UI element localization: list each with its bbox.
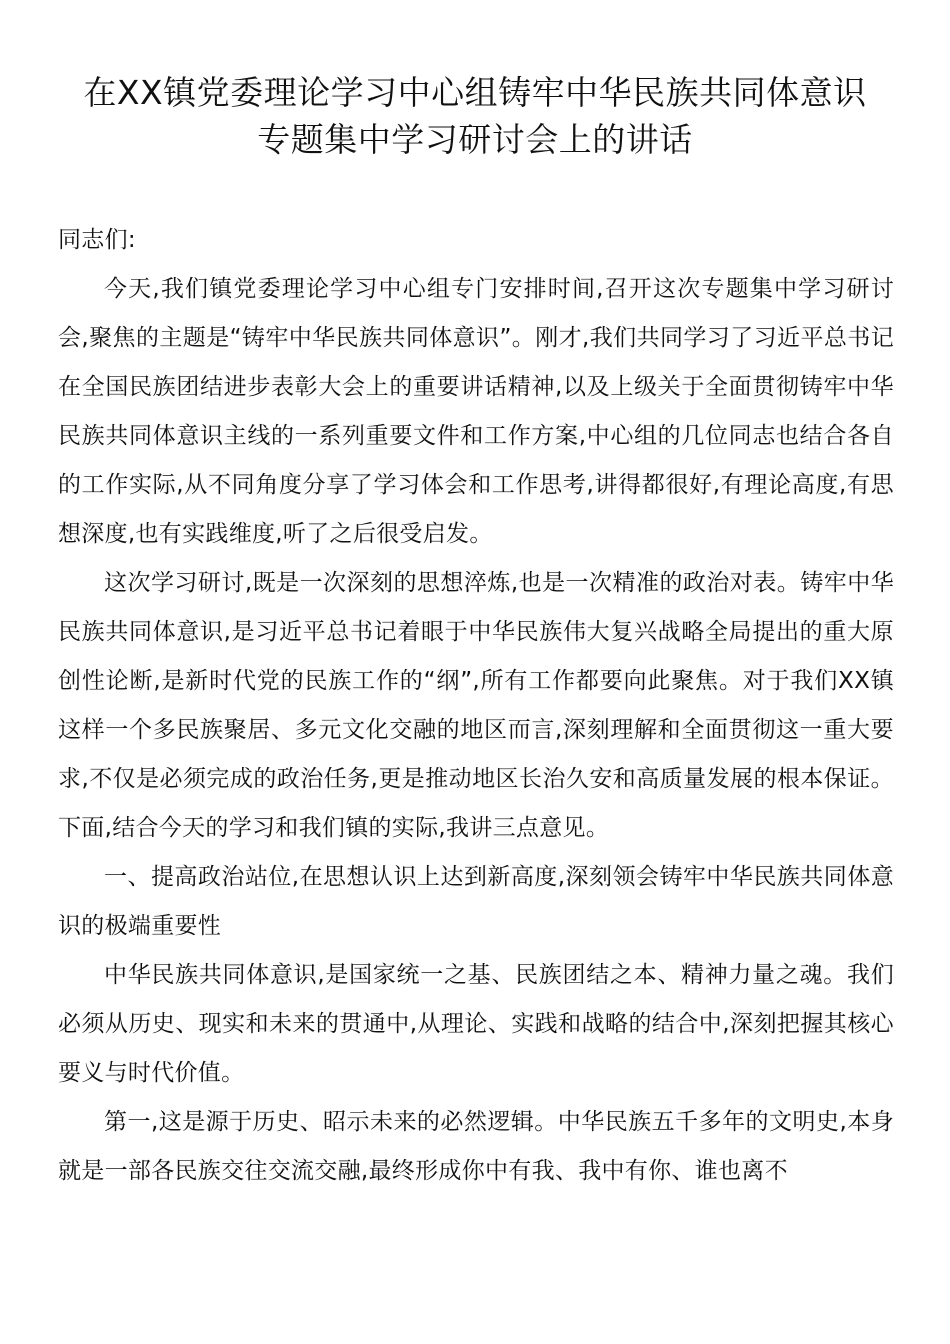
paragraph-intro: 今天,我们镇党委理论学习中心组专门安排时间,召开这次专题集中学习研讨会,聚焦的主题是“铸牢中华民族共同体意识”。刚才,我们共同学习了习近平总书记在全国民族团结进步表彰大会上的重要讲话精神,以及上级关于全面贯彻铸牢中华民族共同体意识主线的一系列重要文件和工作方案,中心组的几位同志也结合各自的工作实际,从不同角度分享了学习体会和工作思考,讲得都很好,有理论高度,有思想深度,也有实践维度,听了之后很受启发。 <box>58 276 894 547</box>
document-title-line-2: 专题集中学习研讨会上的讲话 <box>257 120 693 159</box>
paragraph-point-1: 第一,这是源于历史、昭示未来的必然逻辑。中华民族五千多年的文明史,本身就是一部各民族交往交流交融,最终形成你中有我、我中有你、谁也离不 <box>58 1109 894 1184</box>
paragraph-section-1: 中华民族共同体意识,是国家统一之基、民族团结之本、精神力量之魂。我们必须从历史、现实和未来的贯通中,从理论、实践和战略的结合中,深刻把握其核心要义与时代价值。 <box>58 962 894 1086</box>
salutation: 同志们: <box>58 227 136 253</box>
section-heading-1: 一、提高政治站位,在思想认识上达到新高度,深刻领会铸牢中华民族共同体意识的极端重要性 <box>58 864 894 939</box>
document-body <box>58 216 894 1196</box>
paragraph-context: 这次学习研讨,既是一次深刻的思想淬炼,也是一次精准的政治对表。铸牢中华民族共同体意识,是习近平总书记着眼于中华民族伟大复兴战略全局提出的重大原创性论断,是新时代党的民族工作的“纲”,所有工作都要向此聚焦。对于我们XX镇这样一个多民族聚居、多元文化交融的地区而言,深刻理解和全面贯彻这一重大要求,不仅是必须完成的政治任务,更是推动地区长治久安和高质量发展的根本保证。下面,结合今天的学习和我们镇的实际,我讲三点意见。 <box>58 570 894 841</box>
document-title-line-1: 在XX镇党委理论学习中心组铸牢中华民族共同体意识 <box>83 73 867 112</box>
